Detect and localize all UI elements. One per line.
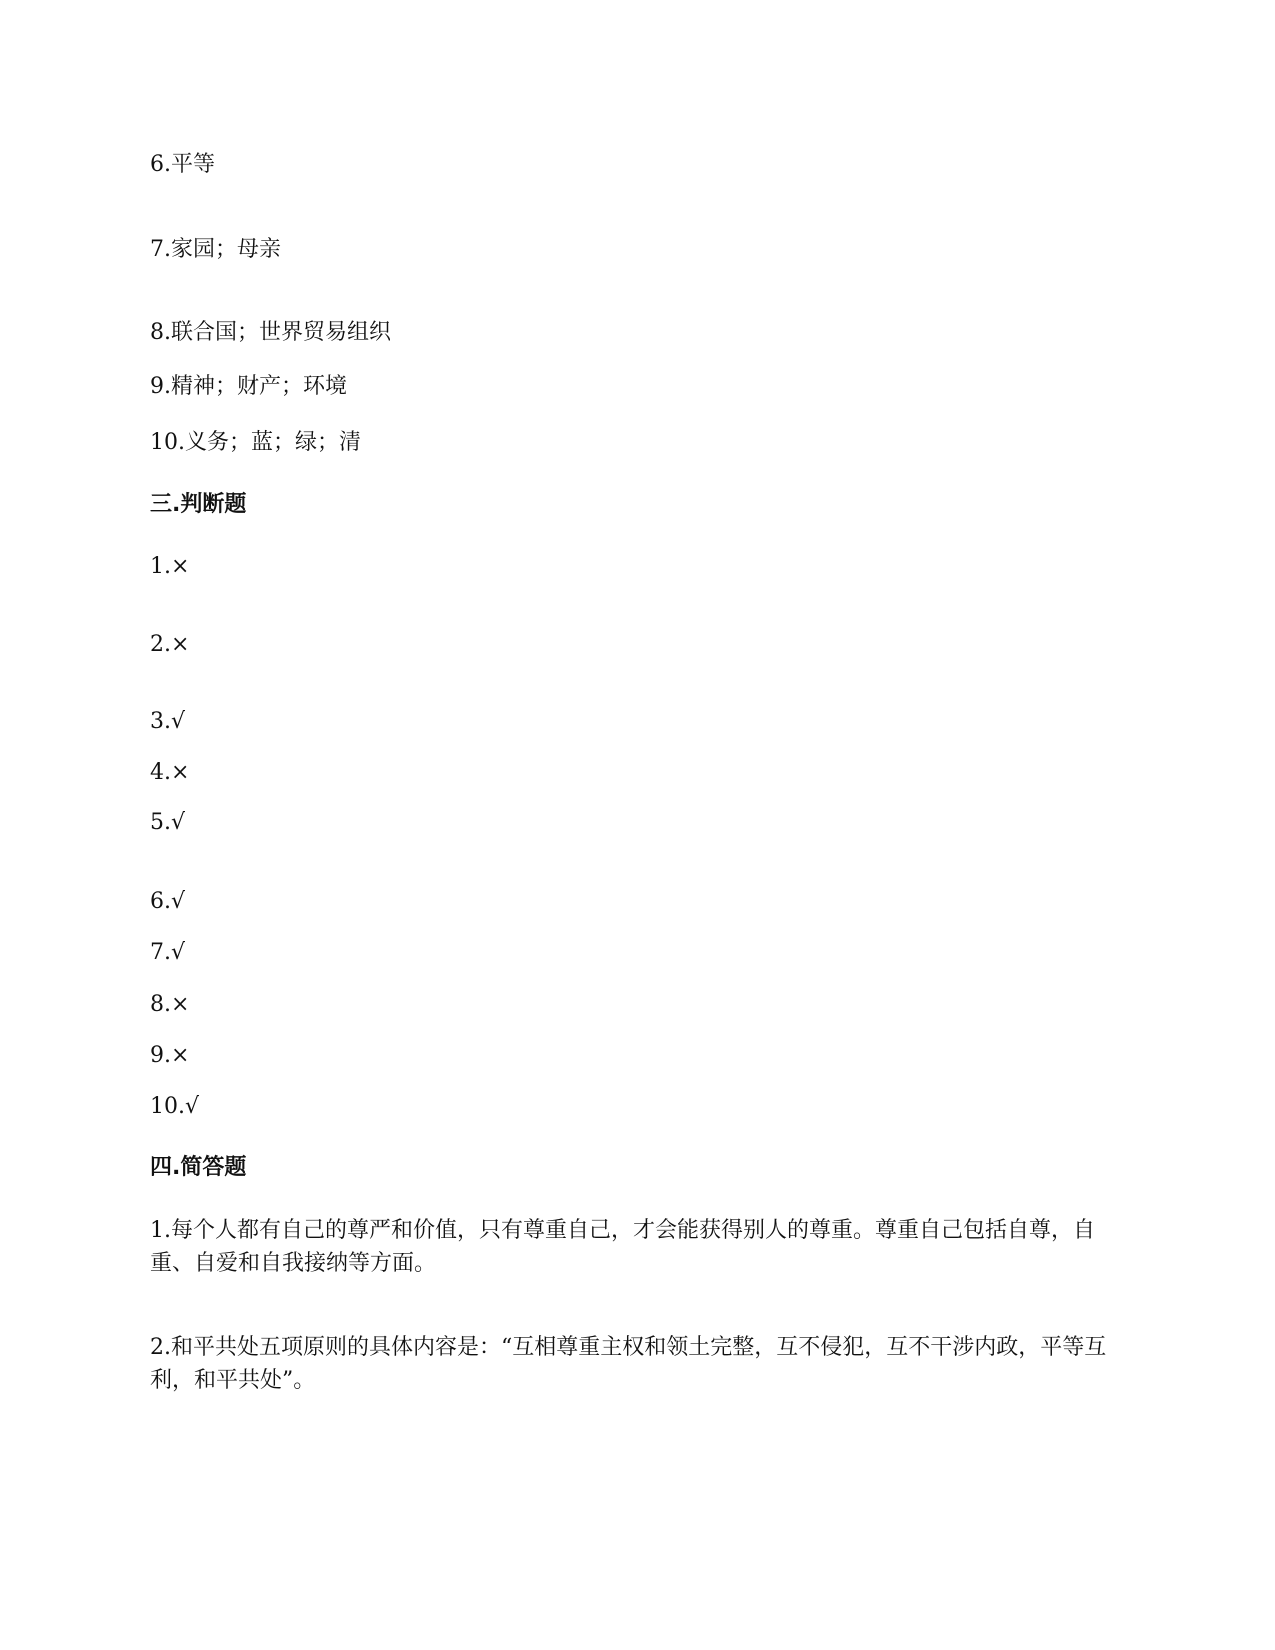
judgement-answer-10: 10.√ [150,1094,200,1119]
judgement-answer-5: 5.√ [150,810,186,835]
judgement-answer-7: 7.√ [150,940,186,965]
fill-answer-10: 10.义务；蓝；绿；清 [150,430,361,455]
fill-answer-6: 6.平等 [150,152,215,177]
fill-answer-8: 8.联合国；世界贸易组织 [150,320,391,345]
short-answer-1: 1.每个人都有自己的尊严和价值，只有尊重自己，才会能获得别人的尊重。尊重自己包括自尊，自重、自爱和自我接纳等方面。 [150,1218,1095,1276]
judgement-answer-6: 6.√ [150,889,186,914]
fill-answer-9: 9.精神；财产；环境 [150,374,347,399]
section-heading-judgement: 三.判断题 [150,492,247,517]
fill-answer-7: 7.家园；母亲 [150,237,281,262]
section-heading-short-answer: 四.简答题 [150,1155,247,1180]
judgement-answer-9: 9.× [150,1043,190,1068]
judgement-answer-2: 2.× [150,632,190,657]
judgement-answer-3: 3.√ [150,709,186,734]
judgement-answer-8: 8.× [150,992,190,1017]
judgement-answer-1: 1.× [150,554,190,579]
short-answer-2: 2.和平共处五项原则的具体内容是：“互相尊重主权和领土完整，互不侵犯，互不干涉内政，平等互利，和平共处”。 [150,1335,1107,1393]
judgement-answer-4: 4.× [150,760,190,785]
